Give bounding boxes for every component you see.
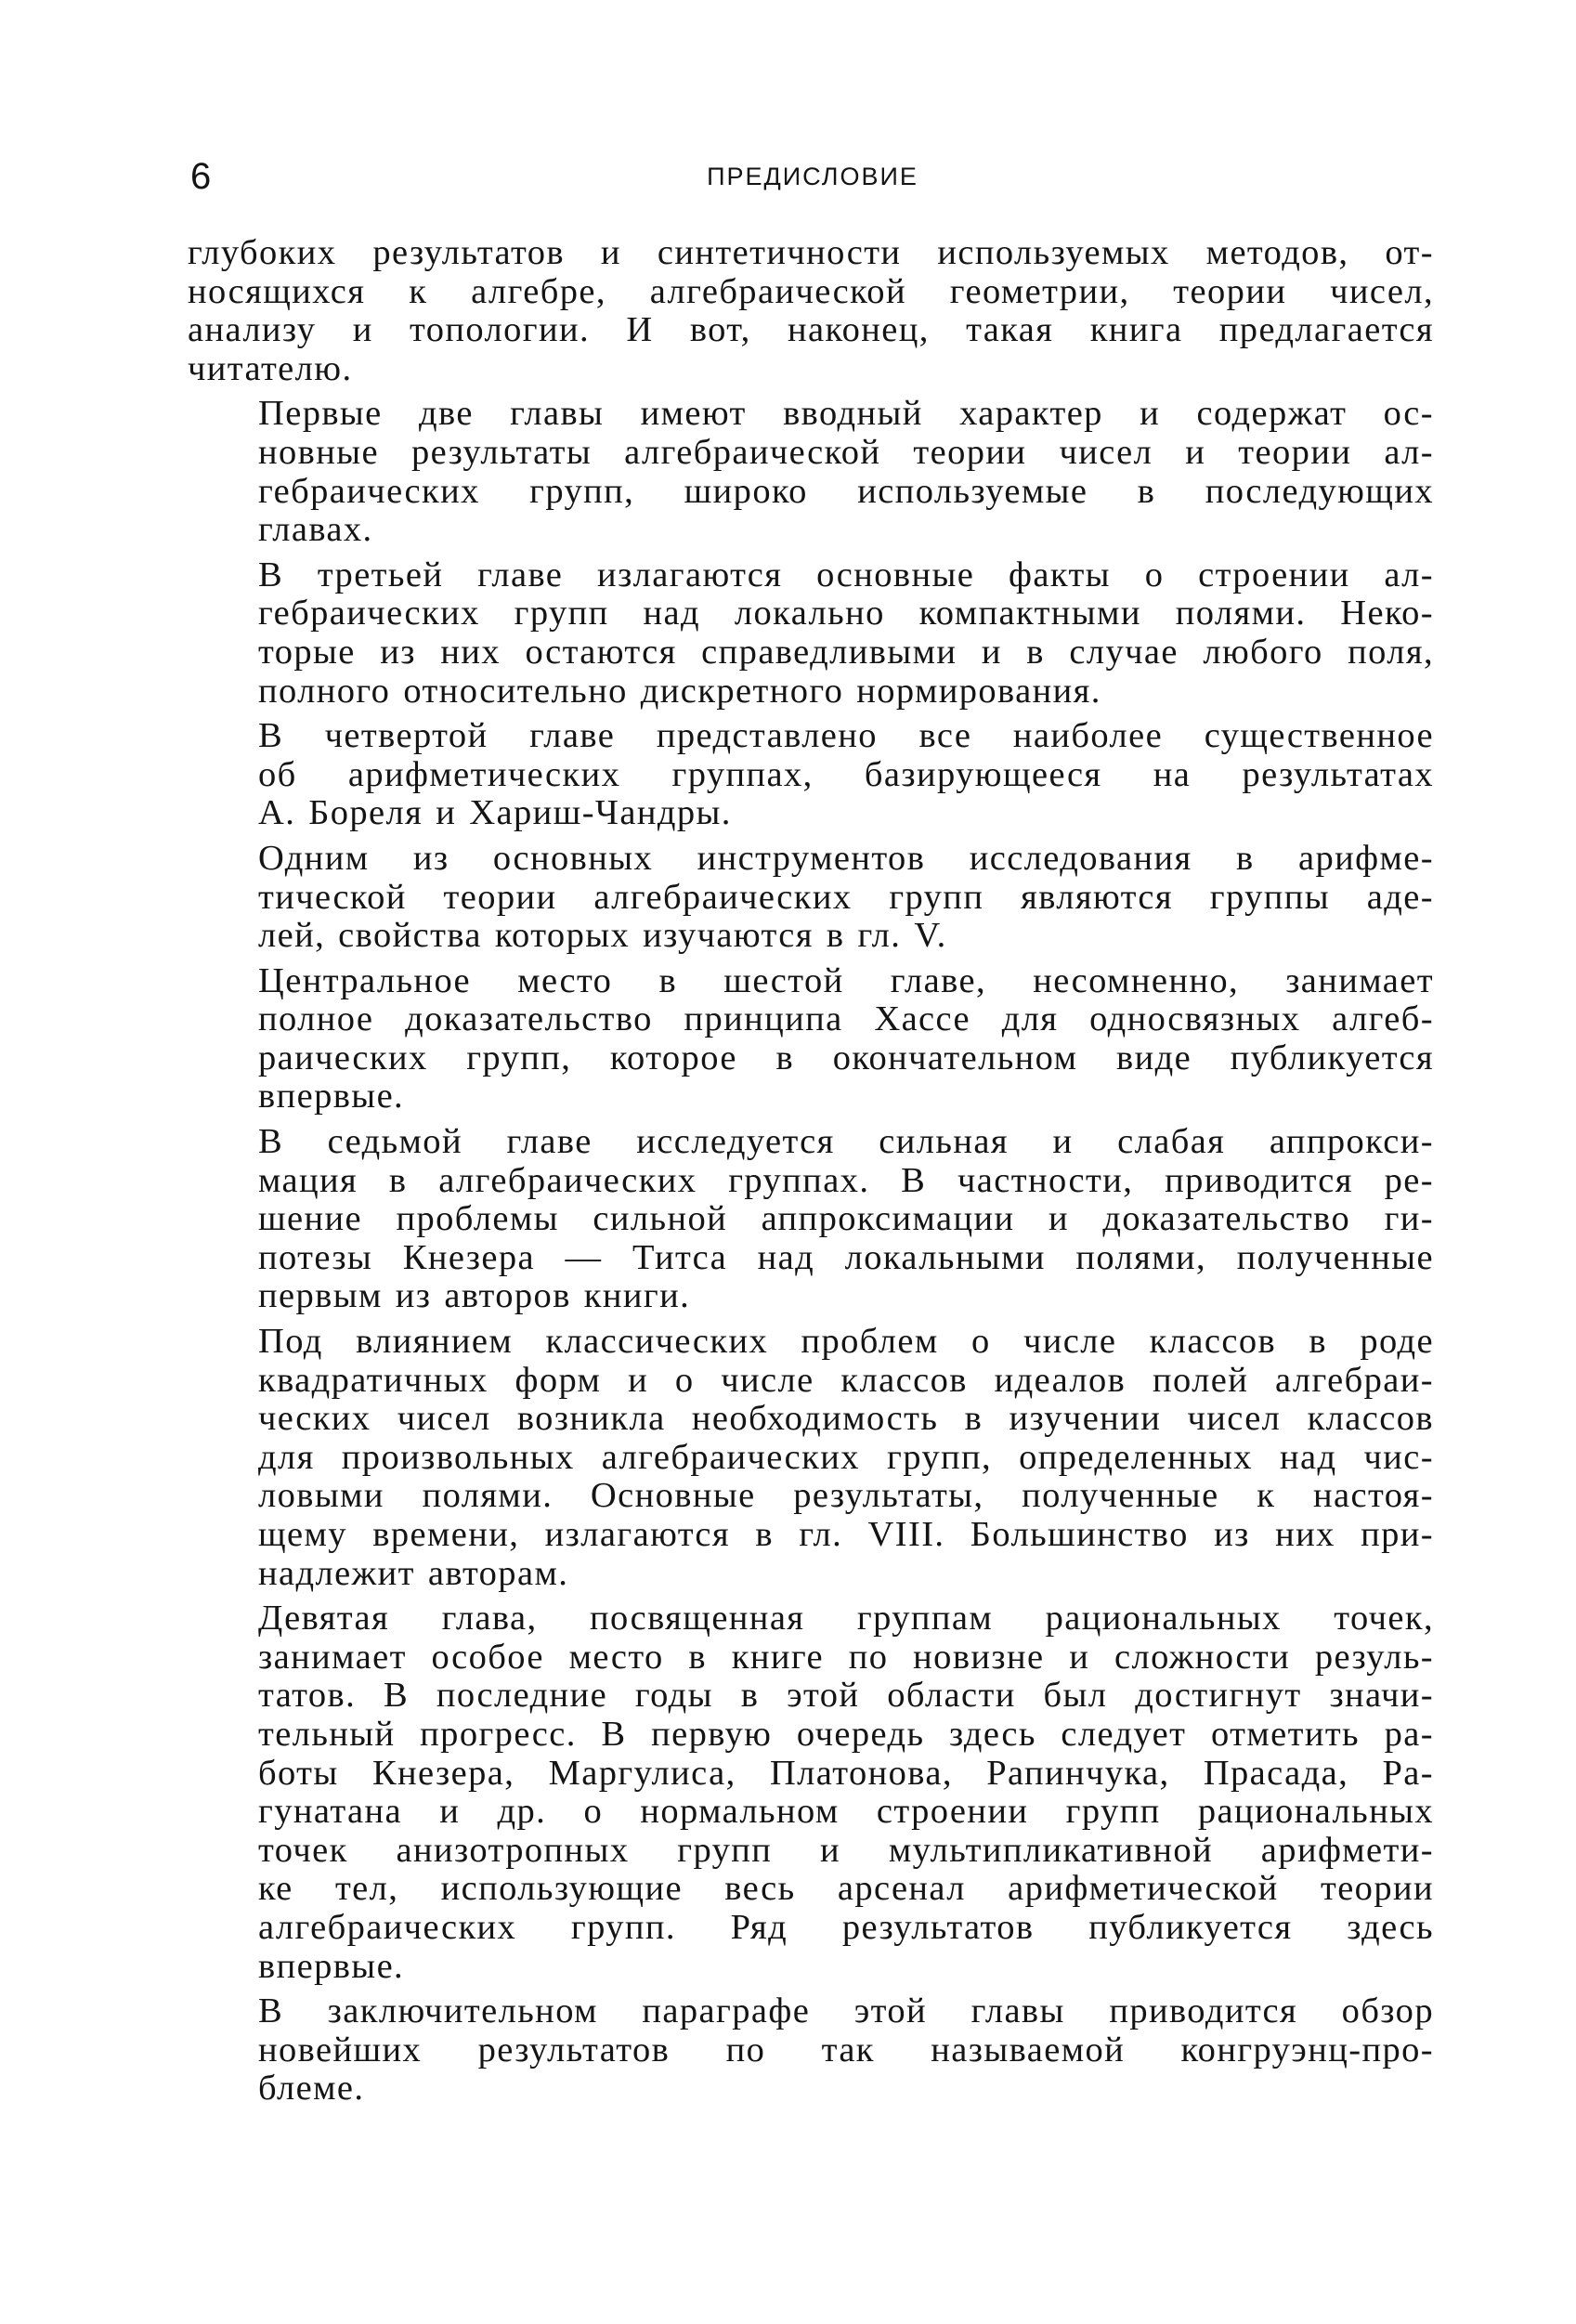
- text-line: Одним из основных инструментов исследования в арифме-: [258, 838, 1434, 878]
- text-line: раических групп, которое в окончательном виде публикуется: [258, 1038, 1434, 1077]
- text-line: боты Кнезера, Маргулиса, Платонова, Рапинчука, Прасада, Ра-: [258, 1753, 1434, 1793]
- text-line: В седьмой главе исследуется сильная и слабая аппрокси-: [258, 1122, 1434, 1162]
- text-line: анализу и топологии. И вот, наконец, такая книга предлагается: [188, 310, 1434, 350]
- paragraph-10: [188, 1992, 1434, 2109]
- text-line: В третьей главе излагаются основные факты о строении ал-: [258, 555, 1434, 594]
- text-line: татов. В последние годы в этой области был достигнут значи-: [258, 1676, 1434, 1716]
- text-line: Девятая глава, посвященная группам рациональных точек,: [258, 1599, 1434, 1639]
- text-line: Под влиянием классических проблем о числе классов в роде: [258, 1322, 1434, 1362]
- text-line: главах.: [258, 510, 373, 550]
- paragraph-1: [188, 234, 1434, 388]
- text-line: В четвертой главе представлено все наиболее существенное: [258, 716, 1434, 756]
- text-line: ловыми полями. Основные результаты, полученные к настоя-: [258, 1476, 1434, 1516]
- text-line: потезы Кнезера — Титса над локальными полями, полученные: [258, 1237, 1434, 1277]
- text-line: глубоких результатов и синтетичности используемых методов, от-: [188, 233, 1434, 272]
- text-line: Центральное место в шестой главе, несомненно, занимает: [258, 960, 1434, 1000]
- text-line: тической теории алгебраических групп являются группы аде-: [258, 877, 1434, 917]
- text-line: полное доказательство принципа Хассе для односвязных алгеб-: [258, 999, 1434, 1039]
- paragraph-9: [188, 1599, 1434, 1986]
- text-line: гунатана и др. о нормальном строении групп рациональных: [258, 1792, 1434, 1832]
- preface-text: [188, 234, 1434, 2109]
- text-line: шение проблемы сильной аппроксимации и доказательство ги-: [258, 1199, 1434, 1239]
- text-line: полного относительно дискретного нормирования.: [258, 671, 1101, 711]
- text-line: ке тел, использующие весь арсенал арифметической теории: [258, 1869, 1434, 1909]
- paragraph-4: [188, 717, 1434, 833]
- text-line: для произвольных алгебраических групп, определенных над чис-: [258, 1437, 1434, 1477]
- paragraph-3: [188, 556, 1434, 711]
- paragraph-8: [188, 1323, 1434, 1593]
- text-line: надлежит авторам.: [258, 1553, 569, 1593]
- text-line: ческих чисел возникла необходимость в изучении чисел классов: [258, 1399, 1434, 1439]
- page-number: 6: [190, 156, 212, 197]
- text-line: квадратичных форм и о числе классов идеалов полей алгебраи-: [258, 1360, 1434, 1400]
- text-line: алгебраических групп. Ряд результатов публикуется здесь: [258, 1907, 1434, 1947]
- text-line: А. Бореля и Хариш-Чандры.: [258, 793, 732, 833]
- text-line: новные результаты алгебраической теории чисел и теории ал-: [258, 432, 1434, 472]
- page-header: [190, 149, 1435, 204]
- text-line: об арифметических группах, базирующееся на результатах: [258, 754, 1434, 794]
- paragraph-6: [188, 962, 1434, 1116]
- text-line: новейших результатов по так называемой конгруэнц-про-: [258, 2030, 1434, 2069]
- text-line: первым из авторов книги.: [258, 1276, 691, 1316]
- text-line: гебраических групп, широко используемые в последующих: [258, 471, 1434, 511]
- text-line: впервые.: [258, 1077, 405, 1116]
- paragraph-2: [188, 395, 1434, 549]
- text-line: тельный прогресс. В первую очередь здесь следует отметить ра-: [258, 1714, 1434, 1754]
- text-line: Первые две главы имеют вводный характер и содержат ос-: [258, 394, 1434, 434]
- text-line: точек анизотропных групп и мультипликативной арифмети-: [258, 1830, 1434, 1870]
- paragraph-5: [188, 840, 1434, 956]
- text-line: лей, свойства которых изучаются в гл. V.: [258, 916, 947, 956]
- text-line: торые из них остаются справедливыми и в случае любого поля,: [258, 632, 1434, 672]
- text-line: читателю.: [188, 348, 353, 388]
- text-line: впервые.: [258, 1946, 405, 1986]
- text-line: гебраических групп над локально компактными полями. Неко-: [258, 594, 1434, 633]
- text-line: мация в алгебраических группах. В частности, приводится ре-: [258, 1160, 1434, 1200]
- text-line: занимает особое место в книге по новизне и сложности резуль-: [258, 1637, 1434, 1677]
- running-head: ПРЕДИСЛОВИЕ: [707, 163, 918, 190]
- text-line: В заключительном параграфе этой главы приводится обзор: [258, 1991, 1434, 2031]
- text-line: щему времени, излагаются в гл. VIII. Большинство из них при-: [258, 1515, 1434, 1554]
- text-line: блеме.: [258, 2069, 365, 2109]
- text-line: носящихся к алгебре, алгебраической геометрии, теории чисел,: [188, 271, 1434, 311]
- paragraph-7: [188, 1123, 1434, 1316]
